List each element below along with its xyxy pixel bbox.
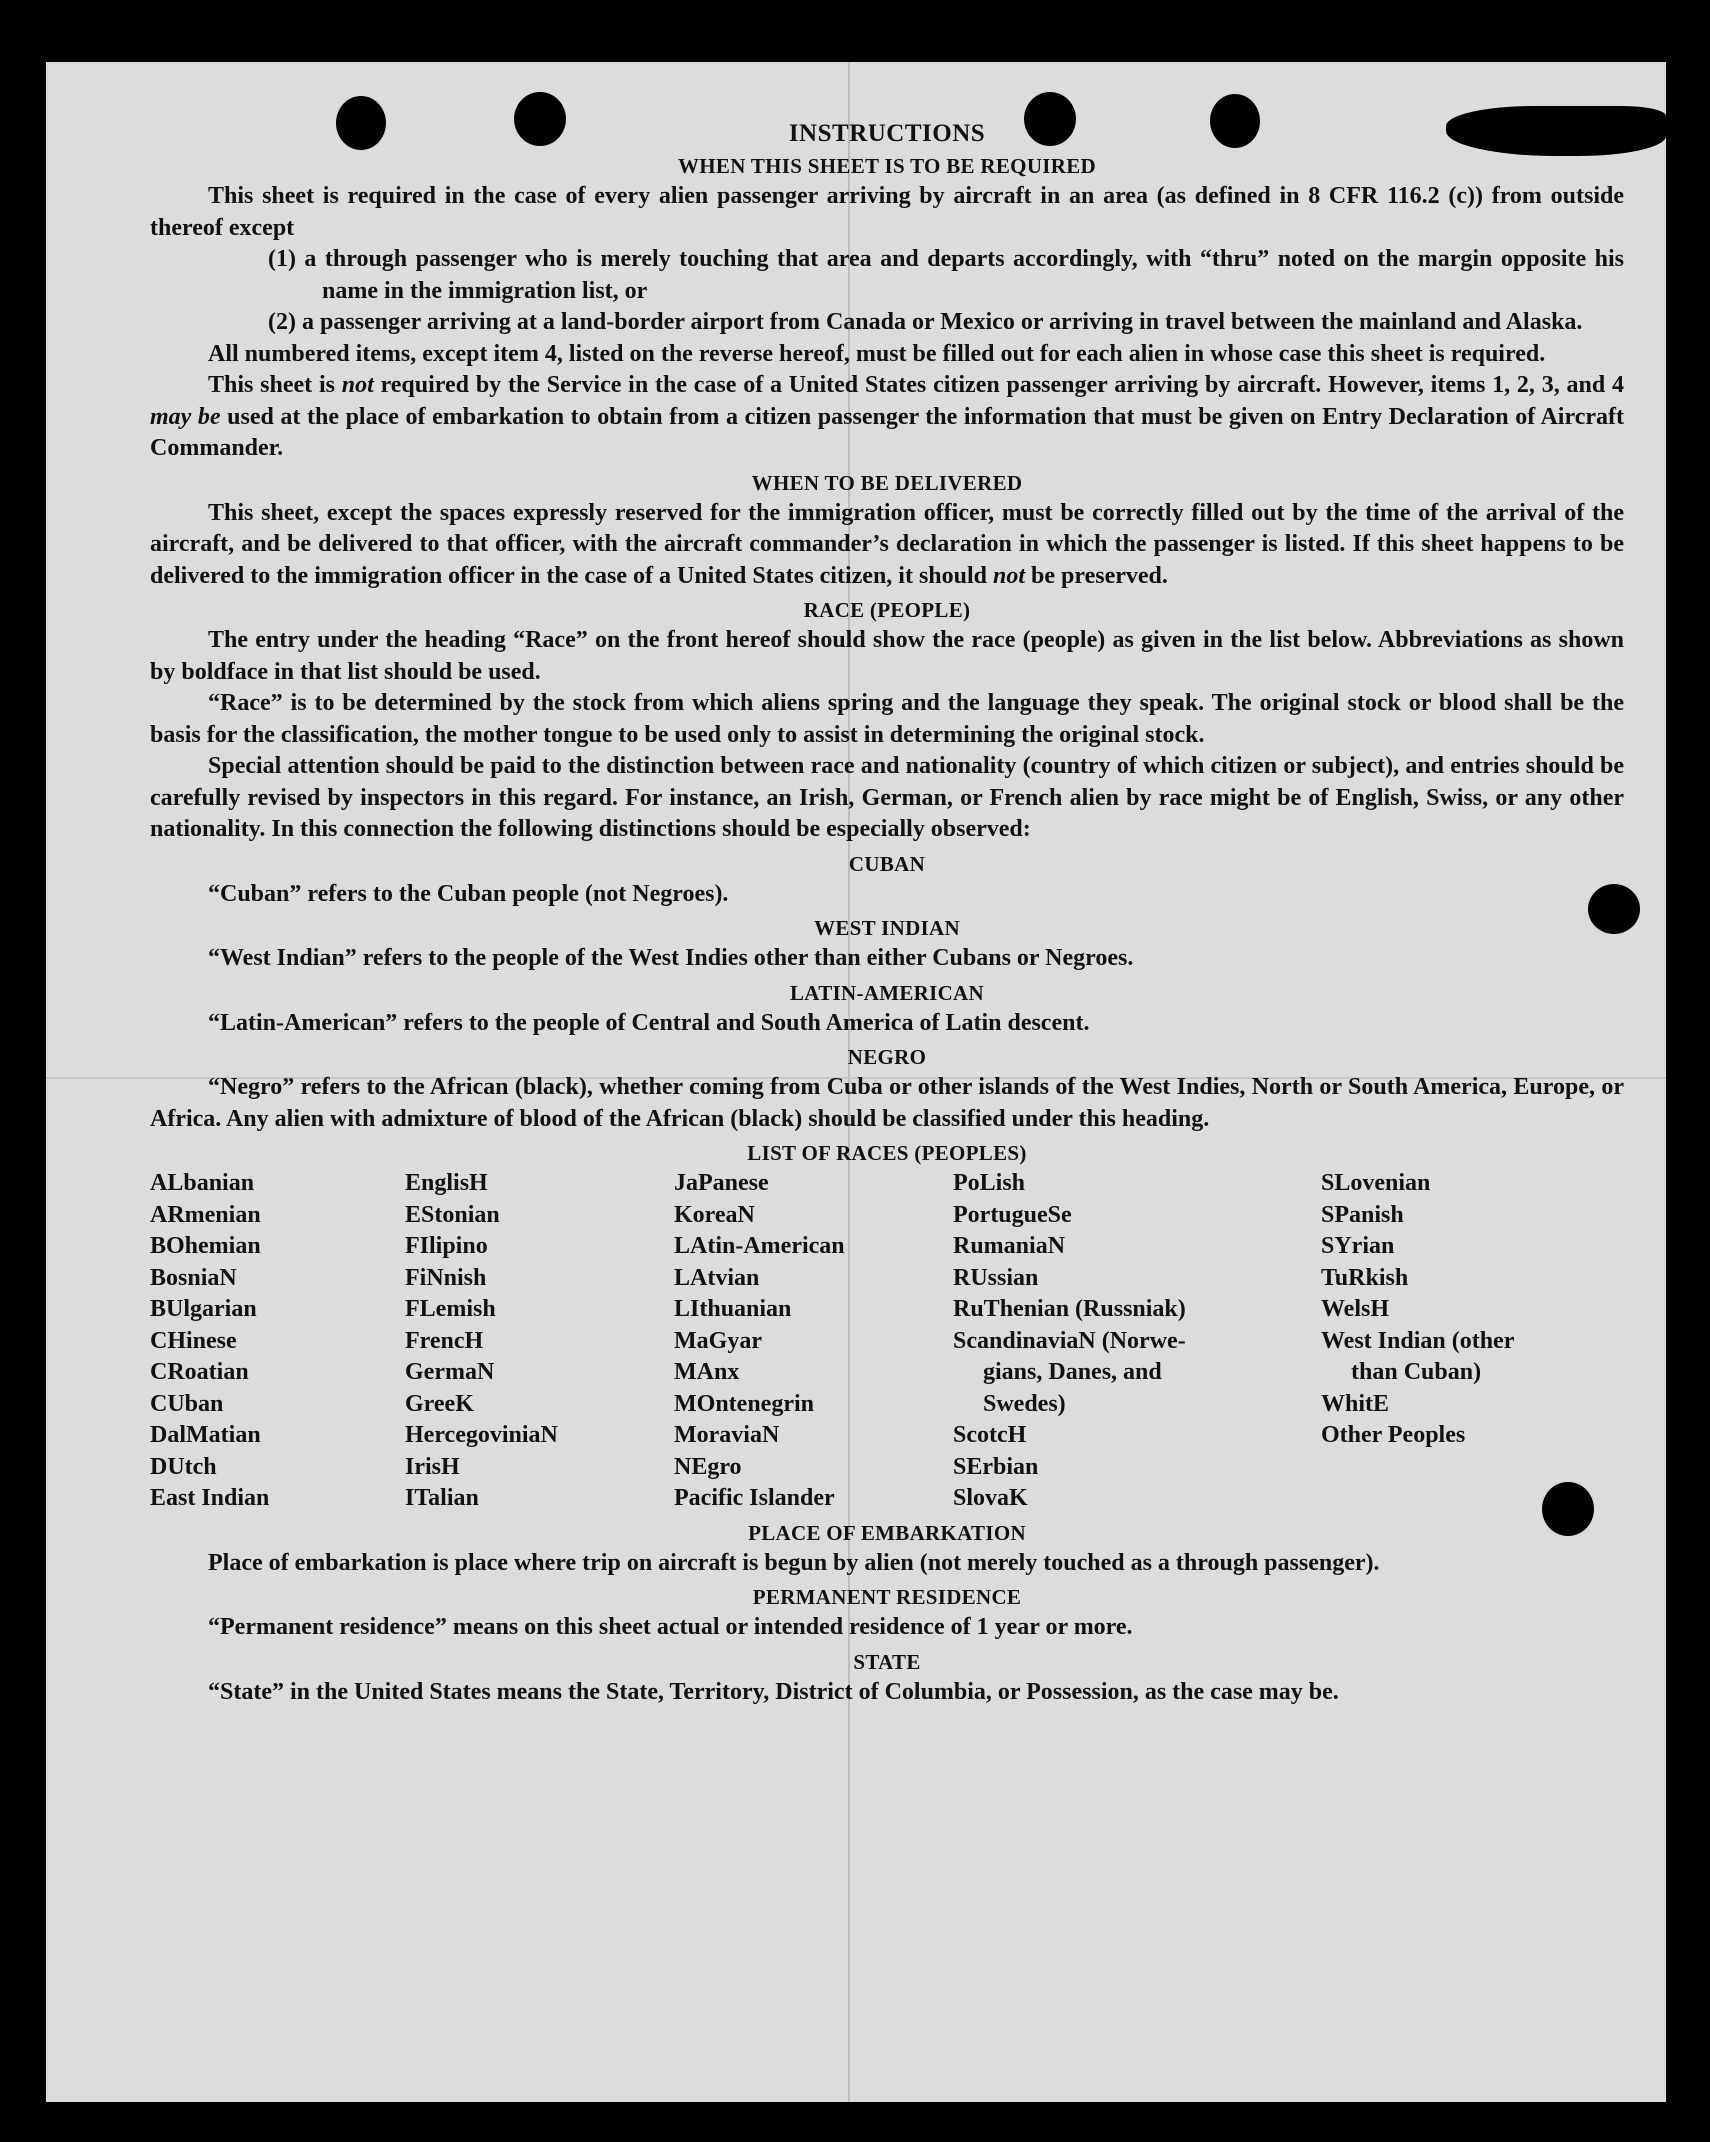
paragraph: “West Indian” refers to the people of the West Indies other than either Cubans or Negroes. [208,945,1134,971]
race-entry: East Indian [150,1485,270,1511]
race-entry: RuThenian (Russniak) [953,1296,1186,1322]
race-entry: FIlipino [405,1233,488,1259]
instructions-content [150,120,1624,1708]
race-entry: KoreaN [674,1201,755,1228]
race-entry: LAtvian [674,1264,760,1291]
race-entry: PoLish [953,1170,1026,1196]
section-heading: WHEN TO BE DELIVERED [751,470,1023,495]
section-heading: CUBAN [848,851,926,876]
section-heading: PLACE OF EMBARKATION [748,1520,1026,1545]
race-entry: SLovenian [1321,1170,1431,1196]
races-column [674,1168,953,1515]
section-heading: NEGRO [847,1045,927,1069]
race-entry: gians, Danes, and [983,1359,1162,1385]
section-heading: WEST INDIAN [814,916,960,940]
race-entry: BOhemian [150,1233,261,1259]
paragraph: “Negro” refers to the African (black), whether coming from Cuba or other islands of the West Indies, North or South America, Europe, or Africa. Any alien with admixture of blood of the African (black) should be classified under this heading. [150,1074,1624,1132]
section-heading: RACE (PEOPLE) [803,598,971,622]
paragraph: “State” in the United States means the State, Territory, District of Columbia, or Possession, as the case may be. [208,1678,1339,1705]
paragraph: Place of embarkation is place where trip on aircraft is begun by alien (not merely touched as a through passenger). [208,1549,1380,1576]
race-entry: RUssian [953,1264,1039,1291]
section-heading: PERMANENT RESIDENCE [752,1585,1022,1609]
paragraph: “Race” is to be determined by the stock from which aliens spring and the language they speak. The original stock or blood shall be the basis for the classification, the mother tongue to be used only to assist in determining the original stock. [150,690,1624,748]
race-entry: ARmenian [150,1201,261,1228]
race-entry: ALbanian [150,1170,255,1196]
race-entry: CHinese [150,1327,237,1354]
race-entry: JaPanese [674,1170,769,1196]
race-entry: SlovaK [953,1485,1028,1511]
race-entry: ScotcH [953,1422,1027,1448]
race-entry: SPanish [1321,1201,1404,1228]
races-column [405,1168,674,1515]
race-entry: FrencH [405,1327,484,1354]
race-entry: EnglisH [405,1170,488,1196]
race-entry: SYrian [1321,1233,1395,1259]
race-entry: CUban [150,1390,224,1417]
race-entry: Swedes) [983,1390,1066,1417]
paragraph: This sheet, except the spaces expressly reserved for the immigration officer, must be correctly filled out by the time of the arrival of the aircraft, and be delivered to that officer, with the aircraft commander’s declaration in which the passenger is listed. If this sheet happens to be delivered to the immigration officer in the case of a United States citizen, it should not be preserved. [150,499,1624,589]
section-heading: STATE [853,1649,921,1674]
race-entry: NEgro [674,1453,742,1480]
races-list [150,1168,1624,1515]
race-entry: ITalian [405,1485,479,1511]
list-item: (1) a through passenger who is merely touching that area and departs accordingly, with “thru” noted on the margin opposite his name in the immigration list, or [268,246,1624,304]
race-entry: West Indian (other [1321,1327,1515,1354]
race-entry: FiNnish [405,1264,487,1291]
races-column [1321,1168,1624,1515]
race-entry: Other Peoples [1321,1422,1466,1448]
section-heading: LATIN-AMERICAN [790,980,984,1005]
race-entry: FLemish [405,1296,496,1322]
race-entry: EStonian [405,1201,500,1228]
page-title: INSTRUCTIONS [788,120,986,147]
race-entry: HercegoviniaN [405,1422,558,1448]
paragraph: The entry under the heading “Race” on the front hereof should show the race (people) as given in the list below. Abbreviations as shown by boldface in that list should be used. [150,627,1624,685]
paragraph: “Permanent residence” means on this sheet actual or intended residence of 1 year or more. [208,1614,1133,1640]
list-item: (2) a passenger arriving at a land-border airport from Canada or Mexico or arriving in travel between the mainland and Alaska. [268,309,1583,335]
races-column [150,1168,405,1515]
race-entry: ScandinaviaN (Norwe- [953,1327,1186,1354]
race-entry: PortugueSe [953,1201,1072,1228]
race-entry: DUtch [150,1453,217,1480]
race-entry: TuRkish [1321,1264,1409,1291]
section-heading: WHEN THIS SHEET IS TO BE REQUIRED [677,154,1096,178]
paragraph: This sheet is not required by the Service in the case of a United States citizen passenger arriving by aircraft. However, items 1, 2, 3, and 4 may be used at the place of embarkation to obtain from a citizen passenger the information that must be given on Entry Declaration of Aircraft Commander. [150,372,1624,461]
race-entry: LIthuanian [674,1296,792,1322]
section-heading: LIST OF RACES (PEOPLES) [747,1141,1027,1165]
race-entry: WhitE [1321,1390,1390,1417]
race-entry: MoraviaN [674,1422,780,1448]
race-entry: MaGyar [674,1327,762,1354]
paragraph: “Latin-American” refers to the people of Central and South America of Latin descent. [208,1009,1090,1036]
race-entry: RumaniaN [953,1233,1066,1259]
paragraph: “Cuban” refers to the Cuban people (not Negroes). [208,880,729,907]
race-entry: Pacific Islander [674,1485,835,1511]
race-entry: DalMatian [150,1422,261,1448]
race-entry: MAnx [674,1359,740,1385]
race-entry: IrisH [405,1453,460,1480]
races-column [953,1168,1321,1515]
race-entry: BosniaN [150,1264,237,1291]
paragraph: Special attention should be paid to the distinction between race and nationality (country of which citizen or subject), and entries should be carefully revised by inspectors in this regard. For instance, an Irish, German, or French alien by race might be of English, Swiss, or any other nationality. In this connection the following distinctions should be especially observed: [150,753,1624,842]
race-entry: MOntenegrin [674,1390,814,1417]
race-entry: LAtin-American [674,1233,845,1259]
paragraph: All numbered items, except item 4, listed on the reverse hereof, must be filled out for each alien in whose case this sheet is required. [208,340,1546,367]
race-entry: BUlgarian [150,1296,257,1322]
race-entry: than Cuban) [1351,1359,1482,1385]
race-entry: SErbian [953,1453,1039,1480]
document-page [46,62,1666,2102]
paragraph: This sheet is required in the case of every alien passenger arriving by aircraft in an area (as defined in 8 CFR 116.2 (c)) from outside thereof except [150,183,1624,241]
race-entry: GermaN [405,1359,495,1385]
race-entry: WelsH [1321,1296,1390,1322]
race-entry: CRoatian [150,1359,249,1385]
race-entry: GreeK [405,1390,474,1417]
